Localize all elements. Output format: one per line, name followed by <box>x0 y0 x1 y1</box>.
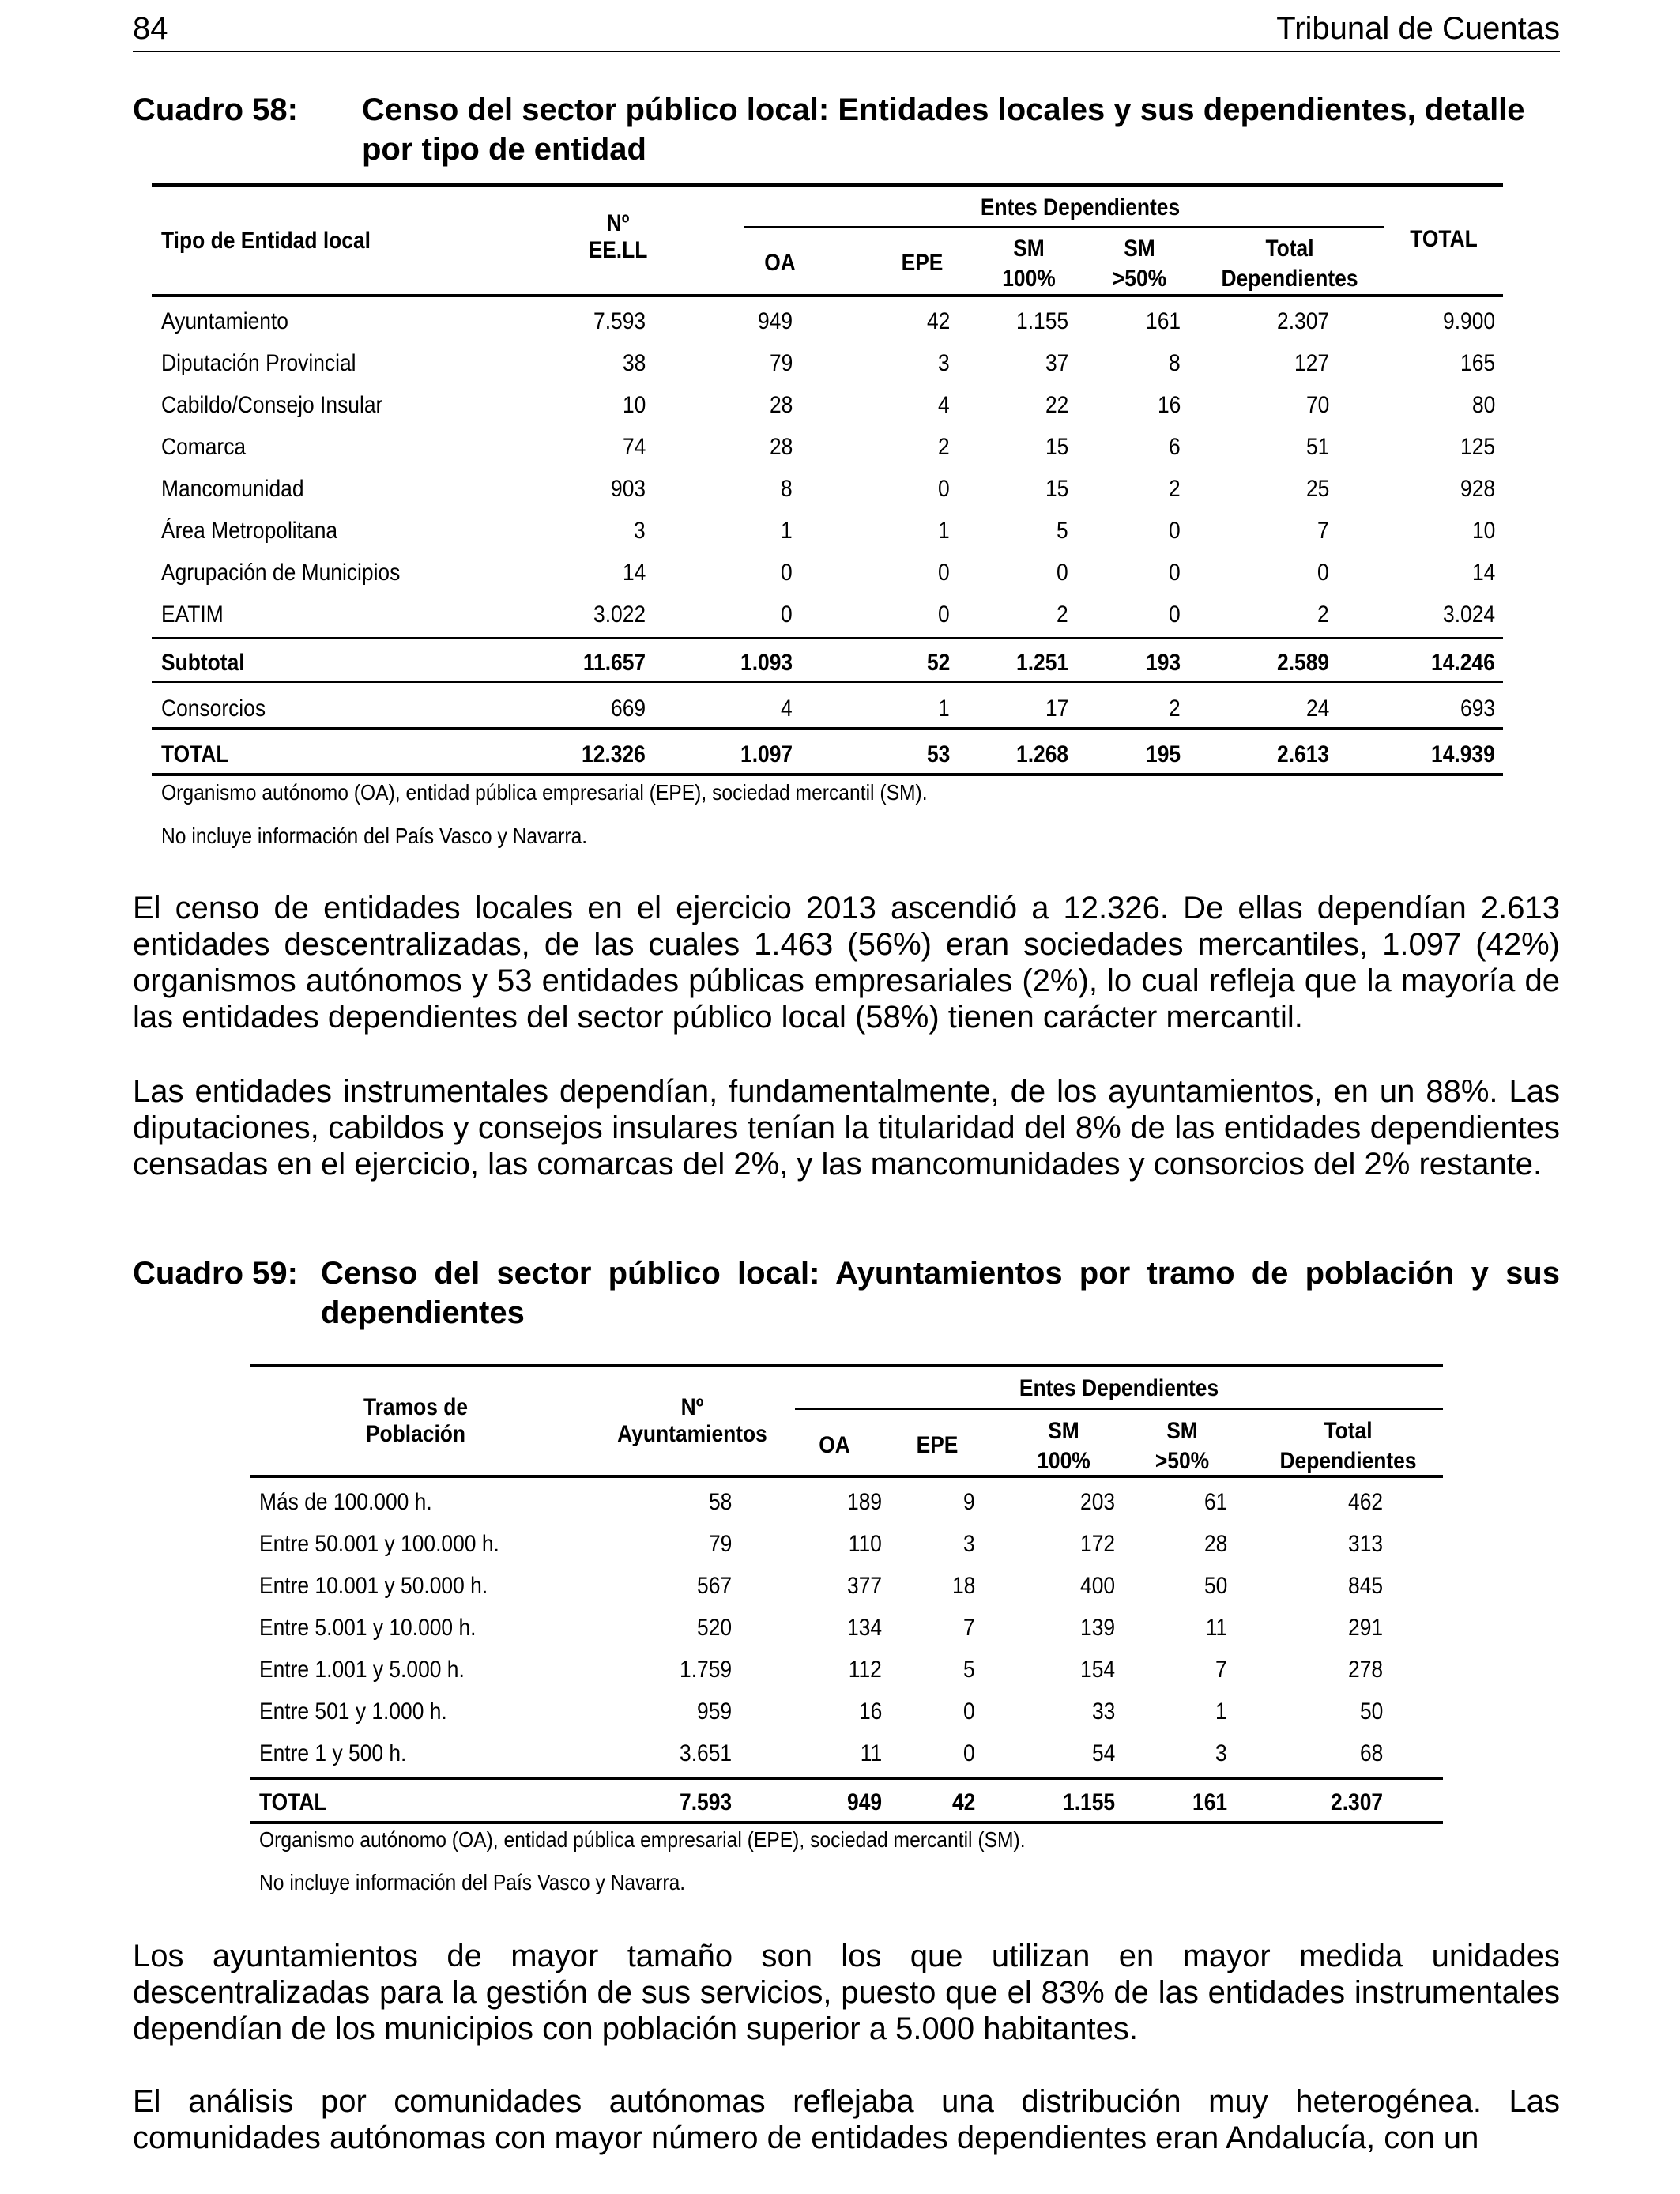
cell-sm100: 0 <box>1057 560 1068 586</box>
cell-epe: 0 <box>938 601 950 628</box>
table58-row <box>152 386 1503 427</box>
cell-total: 928 <box>1460 476 1495 502</box>
cell-epe: 0 <box>938 560 950 586</box>
table58-header-epe: EPE <box>901 250 944 276</box>
cell-oa: 4 <box>781 696 793 722</box>
row-label: Comarca <box>161 434 247 460</box>
table59-caption-label: Cuadro 59: <box>133 1256 298 1291</box>
cell-total: 80 <box>1471 392 1495 418</box>
cell-epe: 42 <box>926 308 950 334</box>
row-label: Mancomunidad <box>161 476 304 502</box>
cell-epe: 1 <box>938 696 950 722</box>
table58-caption-title-line2: por tipo de entidad <box>362 132 646 167</box>
paragraph-census-summary: El censo de entidades locales en el ejercicio 2013 ascendió a 12.326. De ellas dependían 2.613 entidades descentralizadas, de las cuales 1.463 (56%) eran sociedades mercantiles, 1.097 (42%) organismos autónomos y 53 entidades públicas empresariales (2%), lo cual refleja que la mayoría de las entidades dependientes del sector público local (58%) tienen carácter mercantil. <box>133 891 1560 1035</box>
cell-total: 165 <box>1460 350 1495 376</box>
cell-epe: 42 <box>951 1789 975 1815</box>
cell-sm50: 16 <box>1157 392 1181 418</box>
table58-row <box>152 302 1503 343</box>
table58-header-n: Nº EE.LL <box>588 210 648 263</box>
table58-row-consorcios <box>152 689 1503 730</box>
cell-n: 14 <box>622 560 646 586</box>
cell-total: 10 <box>1471 518 1495 544</box>
cell-total: 693 <box>1460 696 1495 722</box>
table58-row <box>152 469 1503 511</box>
row-separator-rule <box>250 1821 1443 1824</box>
cell-oa: 1.093 <box>740 650 793 676</box>
cell-n: 10 <box>622 392 646 418</box>
cell-totdep: 2.307 <box>1330 1789 1383 1815</box>
cell-totdep: 845 <box>1347 1573 1383 1599</box>
running-title: Tribunal de Cuentas <box>1276 11 1560 46</box>
table58-top-rule <box>152 183 1503 187</box>
cell-oa: 949 <box>846 1789 882 1815</box>
cell-sm100: 154 <box>1079 1657 1115 1683</box>
cell-sm50: 2 <box>1169 696 1181 722</box>
row-separator-rule <box>152 727 1503 730</box>
cell-oa: 79 <box>769 350 793 376</box>
cell-sm100: 1.251 <box>1015 650 1068 676</box>
cell-n: 7.593 <box>679 1789 732 1815</box>
cell-totdep: 51 <box>1305 434 1329 460</box>
cell-total: 3.024 <box>1442 601 1495 628</box>
row-label: Diputación Provincial <box>161 350 356 376</box>
table59-caption-title-line2: dependientes <box>321 1295 525 1330</box>
cell-oa: 11 <box>860 1740 882 1766</box>
table59-header-rule <box>250 1475 1443 1478</box>
cell-sm50: 195 <box>1145 741 1181 767</box>
cell-totdep: 2 <box>1317 601 1329 628</box>
cell-n: 58 <box>708 1489 732 1515</box>
cell-n: 903 <box>610 476 646 502</box>
table58-row <box>152 344 1503 385</box>
cell-oa: 8 <box>781 476 793 502</box>
row-separator-rule <box>152 773 1503 776</box>
cell-epe: 3 <box>963 1531 975 1557</box>
page-header <box>133 6 1560 52</box>
cell-sm50: 1 <box>1215 1698 1227 1725</box>
cell-epe: 4 <box>938 392 950 418</box>
cell-n: 7.593 <box>593 308 646 334</box>
cell-sm100: 15 <box>1045 476 1068 502</box>
cell-total: 14 <box>1471 560 1495 586</box>
table59-row <box>250 1650 1443 1691</box>
cell-sm100: 15 <box>1045 434 1068 460</box>
table59-row-total <box>250 1783 1443 1824</box>
table58-row <box>152 511 1503 552</box>
cell-sm100: 2 <box>1057 601 1068 628</box>
cell-sm50: 8 <box>1169 350 1181 376</box>
table59-row <box>250 1608 1443 1649</box>
row-label: Ayuntamiento <box>161 308 288 334</box>
cell-sm50: 28 <box>1203 1531 1227 1557</box>
table58 <box>152 183 1503 855</box>
cell-epe: 5 <box>963 1657 975 1683</box>
table58-row-total <box>152 735 1503 776</box>
cell-sm100: 139 <box>1079 1615 1115 1641</box>
cell-totdep: 0 <box>1317 560 1329 586</box>
cell-sm100: 1.155 <box>1062 1789 1115 1815</box>
row-label: Subtotal <box>161 650 245 676</box>
table59-header-oa: OA <box>819 1432 850 1458</box>
table59-row <box>250 1734 1443 1775</box>
cell-sm100: 37 <box>1045 350 1068 376</box>
cell-sm100: 203 <box>1079 1489 1115 1515</box>
cell-epe: 9 <box>963 1489 975 1515</box>
cell-totdep: 127 <box>1294 350 1329 376</box>
cell-sm50: 0 <box>1169 518 1181 544</box>
row-label: Consorcios <box>161 696 266 722</box>
cell-n: 11.657 <box>582 650 646 676</box>
cell-n: 12.326 <box>582 741 646 767</box>
cell-sm50: 2 <box>1169 476 1181 502</box>
table58-caption <box>133 90 1560 169</box>
cell-oa: 377 <box>846 1573 882 1599</box>
table58-row-subtotal <box>152 643 1503 684</box>
cell-n: 520 <box>696 1615 732 1641</box>
cell-n: 567 <box>696 1573 732 1599</box>
cell-sm50: 0 <box>1169 601 1181 628</box>
cell-sm50: 0 <box>1169 560 1181 586</box>
cell-sm100: 400 <box>1079 1573 1115 1599</box>
row-label: TOTAL <box>161 741 229 767</box>
table58-group-rule <box>744 226 1384 228</box>
table59-header-totdep: Total Dependientes <box>1279 1418 1417 1474</box>
table59-note-abbrev: Organismo autónomo (OA), entidad pública empresarial (EPE), sociedad mercantil (SM). <box>259 1827 1026 1852</box>
row-label: Entre 50.001 y 100.000 h. <box>259 1531 499 1557</box>
cell-oa: 0 <box>781 601 793 628</box>
cell-epe: 18 <box>951 1573 975 1599</box>
cell-epe: 0 <box>938 476 950 502</box>
table59-header-n: Nº Ayuntamientos <box>617 1394 767 1447</box>
cell-sm100: 33 <box>1091 1698 1115 1725</box>
cell-epe: 3 <box>938 350 950 376</box>
cell-totdep: 2.589 <box>1276 650 1329 676</box>
table59-group-rule <box>795 1408 1443 1410</box>
table58-header-total: TOTAL <box>1410 226 1478 252</box>
table58-header-tipo: Tipo de Entidad local <box>161 228 371 254</box>
cell-sm100: 5 <box>1057 518 1068 544</box>
table58-row <box>152 553 1503 594</box>
cell-sm50: 193 <box>1145 650 1181 676</box>
cell-totdep: 24 <box>1305 696 1329 722</box>
table58-row <box>152 595 1503 636</box>
cell-sm50: 161 <box>1192 1789 1227 1815</box>
cell-sm100: 172 <box>1079 1531 1115 1557</box>
table58-header-oa: OA <box>764 250 796 276</box>
row-label: Cabildo/Consejo Insular <box>161 392 383 418</box>
cell-sm100: 54 <box>1091 1740 1115 1766</box>
table58-caption-title-line1: Censo del sector público local: Entidades locales y sus dependientes, detalle <box>362 92 1525 127</box>
cell-total: 125 <box>1460 434 1495 460</box>
row-separator-rule <box>152 637 1503 639</box>
table59-header-sm100: SM 100% <box>1037 1418 1090 1474</box>
row-separator-rule <box>152 681 1503 683</box>
cell-n: 669 <box>610 696 646 722</box>
paragraph-regional-analysis: El análisis por comunidades autónomas reflejaba una distribución muy heterogénea. Las comunidades autónomas con mayor número de entidades dependientes eran Andalucía, con un <box>133 2084 1560 2155</box>
table59-top-rule <box>250 1364 1443 1367</box>
cell-oa: 134 <box>846 1615 882 1641</box>
cell-totdep: 2.613 <box>1276 741 1329 767</box>
page-number: 84 <box>133 11 168 46</box>
cell-sm50: 6 <box>1169 434 1181 460</box>
cell-epe: 0 <box>963 1740 975 1766</box>
table59-row <box>250 1566 1443 1608</box>
cell-oa: 112 <box>848 1657 882 1683</box>
cell-epe: 53 <box>926 741 950 767</box>
cell-oa: 110 <box>848 1531 882 1557</box>
table58-caption-label: Cuadro 58: <box>133 92 298 127</box>
table59-row <box>250 1483 1443 1524</box>
table59-note-scope: No incluye información del País Vasco y Navarra. <box>259 1870 686 1894</box>
cell-oa: 949 <box>757 308 793 334</box>
table59-header-group: Entes Dependientes <box>1019 1375 1219 1401</box>
cell-sm100: 1.268 <box>1015 741 1068 767</box>
cell-epe: 1 <box>938 518 950 544</box>
table59-header-sm50: SM >50% <box>1155 1418 1210 1474</box>
cell-totdep: 70 <box>1305 392 1329 418</box>
table58-header-sm50: SM >50% <box>1112 236 1167 292</box>
table59-caption-title-line1: Censo del sector público local: Ayuntamientos por tramo de población y sus <box>321 1256 1560 1291</box>
cell-sm50: 50 <box>1203 1573 1227 1599</box>
cell-sm50: 11 <box>1205 1615 1227 1641</box>
cell-sm50: 7 <box>1215 1657 1227 1683</box>
cell-oa: 1.097 <box>740 741 793 767</box>
cell-sm100: 1.155 <box>1015 308 1068 334</box>
row-label: Entre 5.001 y 10.000 h. <box>259 1615 477 1641</box>
row-separator-rule <box>250 1777 1443 1780</box>
cell-n: 3 <box>634 518 646 544</box>
table59-header-epe: EPE <box>916 1432 959 1458</box>
cell-oa: 189 <box>846 1489 882 1515</box>
cell-n: 38 <box>622 350 646 376</box>
row-label: TOTAL <box>259 1789 327 1815</box>
row-label: Entre 1 y 500 h. <box>259 1740 407 1766</box>
table58-row <box>152 428 1503 469</box>
row-label: Más de 100.000 h. <box>259 1489 432 1515</box>
table59-caption <box>133 1253 1560 1333</box>
row-label: EATIM <box>161 601 224 628</box>
table58-header-totdep: Total Dependientes <box>1221 236 1358 292</box>
cell-epe: 2 <box>938 434 950 460</box>
cell-totdep: 7 <box>1317 518 1329 544</box>
row-label: Área Metropolitana <box>161 518 338 544</box>
table58-header-group: Entes Dependientes <box>980 194 1181 221</box>
cell-totdep: 313 <box>1347 1531 1383 1557</box>
cell-total: 9.900 <box>1442 308 1495 334</box>
row-label: Agrupación de Municipios <box>161 560 401 586</box>
cell-n: 3.651 <box>679 1740 732 1766</box>
table59 <box>250 1364 1443 1909</box>
cell-n: 1.759 <box>679 1657 732 1683</box>
cell-epe: 7 <box>963 1615 975 1641</box>
cell-totdep: 68 <box>1359 1740 1383 1766</box>
cell-n: 74 <box>622 434 646 460</box>
cell-n: 79 <box>708 1531 732 1557</box>
cell-totdep: 50 <box>1359 1698 1383 1725</box>
cell-sm50: 3 <box>1215 1740 1227 1766</box>
cell-totdep: 2.307 <box>1276 308 1329 334</box>
cell-sm50: 61 <box>1203 1489 1227 1515</box>
cell-n: 959 <box>696 1698 732 1725</box>
cell-totdep: 291 <box>1347 1615 1383 1641</box>
row-label: Entre 501 y 1.000 h. <box>259 1698 447 1725</box>
cell-epe: 52 <box>926 650 950 676</box>
cell-totdep: 462 <box>1347 1489 1383 1515</box>
row-label: Entre 1.001 y 5.000 h. <box>259 1657 465 1683</box>
cell-n: 3.022 <box>593 601 646 628</box>
cell-epe: 0 <box>963 1698 975 1725</box>
cell-oa: 16 <box>858 1698 882 1725</box>
cell-oa: 28 <box>769 392 793 418</box>
table58-note-scope: No incluye información del País Vasco y Navarra. <box>161 824 588 848</box>
table58-note-abbrev: Organismo autónomo (OA), entidad pública empresarial (EPE), sociedad mercantil (SM). <box>161 780 928 805</box>
paragraph-large-municipalities: Los ayuntamientos de mayor tamaño son los que utilizan en mayor medida unidades descentralizadas para la gestión de sus servicios, puesto que el 83% de las entidades instrumentales dependían de los municipios con población superior a 5.000 habitantes. <box>133 1939 1560 2046</box>
cell-oa: 1 <box>781 518 793 544</box>
table59-row <box>250 1692 1443 1733</box>
table58-header-sm100: SM 100% <box>1002 236 1056 292</box>
table59-header-tramos: Tramos de Población <box>363 1394 469 1447</box>
cell-total: 14.246 <box>1431 650 1495 676</box>
table59-row <box>250 1525 1443 1566</box>
cell-sm100: 17 <box>1045 696 1068 722</box>
cell-totdep: 278 <box>1347 1657 1383 1683</box>
table58-header-rule <box>152 294 1503 297</box>
row-label: Entre 10.001 y 50.000 h. <box>259 1573 488 1599</box>
cell-sm100: 22 <box>1045 392 1068 418</box>
cell-oa: 28 <box>769 434 793 460</box>
cell-sm50: 161 <box>1145 308 1181 334</box>
cell-totdep: 25 <box>1305 476 1329 502</box>
cell-total: 14.939 <box>1431 741 1495 767</box>
cell-oa: 0 <box>781 560 793 586</box>
paragraph-dependencies: Las entidades instrumentales dependían, fundamentalmente, de los ayuntamientos, en un 88%. Las diputaciones, cabildos y consejos insulares tenían la titularidad del 8% de las entidades dependientes censadas en el ejercicio, las comarcas del 2%, y las mancomunidades y consorcios del 2% restante. <box>133 1074 1560 1182</box>
